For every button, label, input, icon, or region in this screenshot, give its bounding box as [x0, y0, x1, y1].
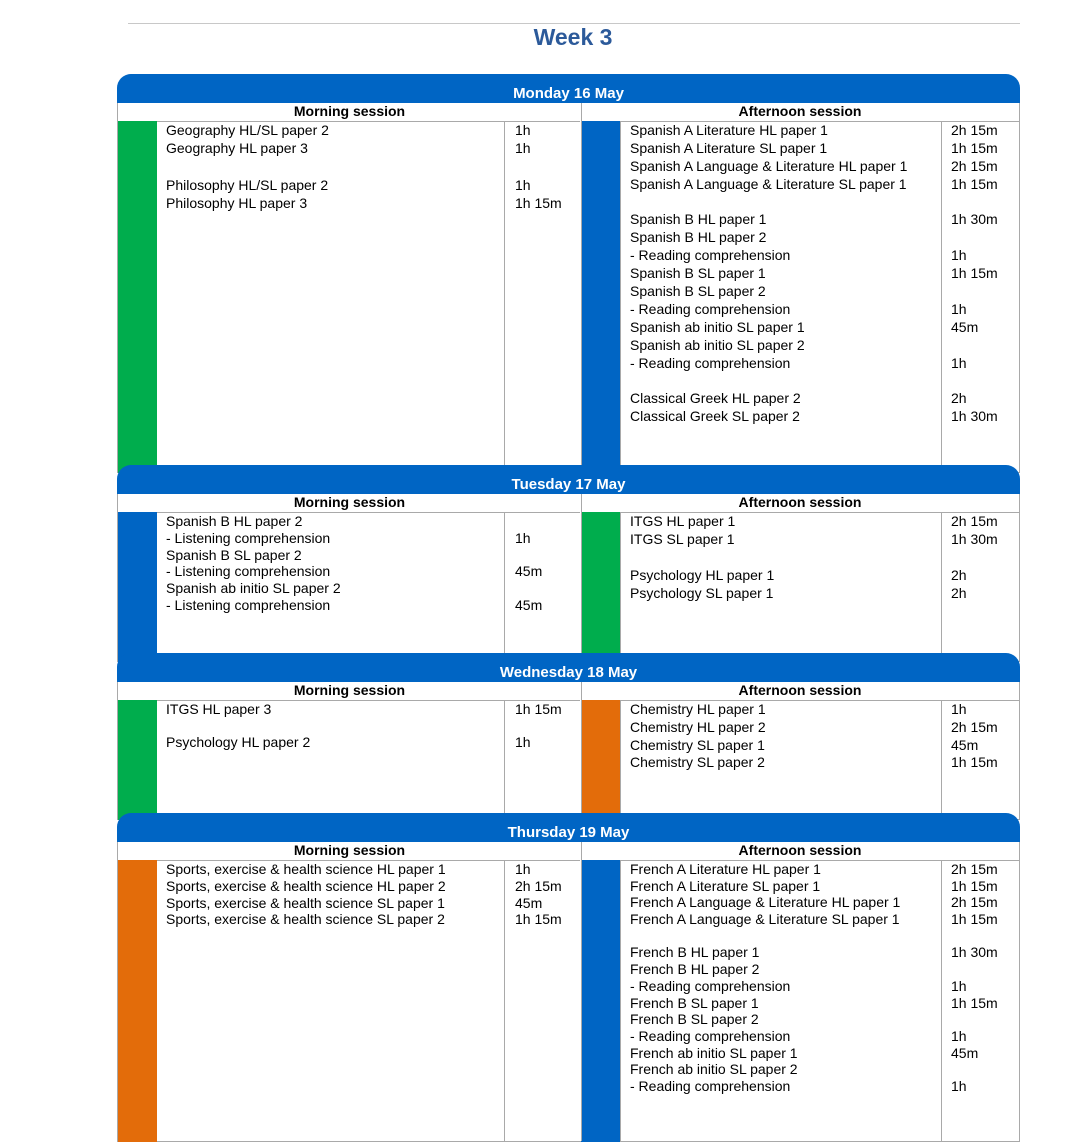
exam-duration	[951, 336, 998, 354]
exam-subject: French ab initio SL paper 1	[630, 1044, 798, 1061]
exam-duration: 2h 15m	[951, 718, 998, 735]
afternoon-color-bar	[581, 512, 620, 662]
exam-duration: 1h 30m	[951, 408, 998, 425]
exam-duration: 1h 15m	[515, 911, 562, 928]
afternoon-subjects	[630, 512, 774, 602]
exam-subject: French A Literature HL paper 1	[630, 861, 821, 877]
exam-subject: Philosophy HL/SL paper 2	[166, 176, 329, 193]
morning-color-bar	[118, 700, 157, 820]
exam-duration: 1h	[515, 861, 531, 877]
exam-subject: Chemistry SL paper 2	[630, 754, 765, 771]
exam-duration: 2h	[951, 585, 967, 601]
exam-duration	[515, 157, 562, 175]
exam-duration	[951, 1010, 998, 1027]
divider	[504, 512, 505, 661]
exam-subject: French ab initio SL paper 2	[630, 1061, 798, 1078]
exam-duration: 1h 30m	[951, 531, 998, 547]
exam-subject: French B SL paper 2	[630, 1011, 759, 1028]
divider	[504, 860, 505, 1141]
exam-subject	[630, 548, 774, 566]
exam-subject: - Reading comprehension	[630, 247, 791, 264]
day-block	[117, 74, 1020, 473]
day-body	[117, 682, 1020, 820]
morning-subjects	[166, 860, 446, 927]
exam-subject: - Listening comprehension	[166, 529, 331, 546]
exam-duration	[951, 1060, 998, 1077]
exam-duration: 45m	[515, 596, 543, 613]
afternoon-durations	[951, 121, 998, 425]
exam-duration: 1h	[515, 176, 531, 193]
exam-duration	[515, 546, 542, 563]
exam-subject: Sports, exercise & health science SL paper 1	[166, 894, 445, 911]
afternoon-color-bar	[581, 700, 620, 820]
divider	[941, 860, 942, 1141]
morning-subjects	[166, 512, 341, 613]
exam-duration: 1h 15m	[951, 139, 998, 156]
exam-duration	[951, 960, 998, 977]
exam-subject: Sports, exercise & health science HL paper 1	[166, 861, 446, 877]
exam-duration: 1h 15m	[515, 701, 562, 717]
afternoon-session-heading: Afternoon session	[738, 842, 862, 858]
morning-subjects	[166, 121, 329, 212]
exam-duration: 2h 15m	[951, 157, 998, 174]
exam-duration: 2h	[951, 567, 967, 583]
exam-duration: 45m	[951, 736, 979, 753]
exam-duration	[515, 717, 562, 734]
morning-durations	[515, 860, 562, 927]
exam-duration: 1h 15m	[951, 175, 998, 192]
morning-session-heading: Morning session	[293, 682, 406, 698]
exam-duration: 1h	[515, 529, 531, 546]
exam-subject: French A Literature SL paper 1	[630, 877, 821, 894]
exam-subject: Spanish B HL paper 2	[166, 513, 303, 529]
afternoon-durations	[951, 860, 998, 1094]
exam-subject: - Listening comprehension	[166, 596, 331, 613]
afternoon-subjects	[630, 860, 900, 1094]
divider	[941, 512, 942, 661]
exam-duration: 1h	[951, 701, 967, 717]
exam-duration: 2h	[951, 390, 967, 407]
exam-subject: Spanish A Language & Literature SL paper 1	[630, 175, 907, 192]
exam-duration: 1h	[951, 354, 967, 371]
exam-duration	[515, 512, 542, 529]
exam-duration: 1h 15m	[515, 194, 562, 211]
exam-duration: 1h 15m	[951, 265, 998, 282]
day-header: Thursday 19 May	[117, 813, 1020, 842]
divider	[581, 842, 582, 1141]
exam-duration	[951, 228, 998, 246]
exam-subject	[630, 193, 907, 211]
divider	[941, 700, 942, 819]
exam-subject	[630, 371, 907, 389]
exam-subject: French B HL paper 2	[630, 961, 760, 978]
exam-duration: 2h 15m	[951, 513, 998, 529]
exam-subject: Philosophy HL paper 3	[166, 194, 308, 211]
exam-subject: Spanish ab initio SL paper 2	[630, 336, 805, 353]
exam-subject: - Reading comprehension	[630, 1077, 791, 1094]
divider	[620, 512, 621, 661]
exam-duration: 1h 15m	[951, 994, 998, 1011]
exam-subject: French A Language & Literature SL paper 1	[630, 911, 900, 928]
exam-duration: 1h	[951, 247, 967, 264]
exam-duration: 1h	[951, 1027, 967, 1044]
exam-subject: Spanish A Literature HL paper 1	[630, 122, 828, 138]
exam-subject: Chemistry HL paper 1	[630, 701, 766, 717]
exam-duration: 1h 15m	[951, 877, 998, 894]
exam-duration: 45m	[515, 563, 543, 580]
day-block	[117, 465, 1020, 662]
afternoon-durations	[951, 512, 998, 602]
exam-subject: Spanish ab initio SL paper 2	[166, 580, 341, 597]
divider	[620, 860, 621, 1141]
exam-duration	[515, 579, 542, 596]
day-block	[117, 653, 1020, 820]
exam-subject: Classical Greek SL paper 2	[630, 408, 800, 425]
morning-durations	[515, 512, 542, 613]
day-block	[117, 813, 1020, 1142]
exam-subject: - Reading comprehension	[630, 300, 791, 317]
exam-subject: Spanish ab initio SL paper 1	[630, 318, 805, 335]
exam-duration: 1h 15m	[951, 911, 998, 928]
morning-durations	[515, 700, 562, 750]
afternoon-color-bar	[581, 121, 620, 473]
exam-subject: Psychology HL paper 2	[166, 734, 311, 750]
exam-duration: 1h	[951, 977, 967, 994]
day-header: Wednesday 18 May	[117, 653, 1020, 682]
exam-subject	[166, 717, 310, 734]
divider	[620, 700, 621, 819]
afternoon-session-heading: Afternoon session	[738, 103, 862, 119]
afternoon-session-heading: Afternoon session	[738, 494, 862, 510]
exam-duration: 1h	[515, 122, 531, 138]
exam-duration	[951, 371, 998, 389]
day-body	[117, 842, 1020, 1142]
morning-color-bar	[118, 860, 157, 1142]
divider	[581, 682, 582, 819]
exam-duration: 1h	[951, 1077, 967, 1094]
exam-subject: ITGS SL paper 1	[630, 531, 735, 547]
exam-subject: Sports, exercise & health science SL paper 2	[166, 911, 445, 928]
afternoon-durations	[951, 700, 998, 771]
morning-color-bar	[118, 512, 157, 662]
divider	[581, 494, 582, 661]
exam-duration: 2h 15m	[951, 122, 998, 138]
morning-color-bar	[118, 121, 157, 473]
day-header: Monday 16 May	[117, 74, 1020, 103]
exam-subject	[630, 927, 900, 944]
exam-duration	[951, 548, 998, 566]
divider	[620, 121, 621, 472]
exam-subject: Classical Greek HL paper 2	[630, 390, 801, 407]
divider	[504, 121, 505, 472]
exam-subject: - Listening comprehension	[166, 563, 331, 580]
exam-subject: - Reading comprehension	[630, 1027, 791, 1044]
exam-duration: 1h	[515, 140, 531, 157]
divider	[504, 700, 505, 819]
exam-subject: Chemistry SL paper 1	[630, 736, 765, 753]
exam-subject: Spanish A Literature SL paper 1	[630, 139, 828, 156]
exam-subject: French B HL paper 1	[630, 944, 760, 961]
exam-subject: Sports, exercise & health science HL paper 2	[166, 877, 446, 894]
exam-duration: 2h 15m	[515, 877, 562, 894]
morning-session-heading: Morning session	[293, 842, 406, 858]
day-header: Tuesday 17 May	[117, 465, 1020, 494]
exam-subject: Psychology HL paper 1	[630, 567, 775, 583]
exam-duration: 45m	[951, 1044, 979, 1061]
exam-subject: Geography HL paper 3	[166, 140, 308, 157]
exam-duration: 1h	[515, 734, 531, 750]
exam-subject: Spanish B SL paper 2	[630, 283, 766, 300]
page-title: Week 3	[533, 24, 613, 50]
exam-duration: 2h 15m	[951, 861, 998, 877]
afternoon-subjects	[630, 121, 907, 425]
exam-subject	[166, 157, 329, 175]
afternoon-color-bar	[581, 860, 620, 1142]
exam-subject: Spanish B SL paper 1	[630, 265, 766, 282]
exam-duration: 2h 15m	[951, 894, 998, 911]
morning-session-heading: Morning session	[293, 103, 406, 119]
exam-subject: Spanish B HL paper 2	[630, 229, 767, 246]
exam-subject: ITGS HL paper 3	[166, 701, 272, 717]
exam-duration: 1h 30m	[951, 944, 998, 961]
afternoon-subjects	[630, 700, 766, 771]
afternoon-session-heading: Afternoon session	[738, 682, 862, 698]
exam-subject: Psychology SL paper 1	[630, 585, 774, 601]
exam-duration: 1h 15m	[951, 754, 998, 771]
exam-duration	[951, 927, 998, 944]
exam-duration	[951, 193, 998, 211]
morning-session-heading: Morning session	[293, 494, 406, 510]
exam-subject: Spanish B HL paper 1	[630, 211, 767, 228]
exam-duration: 45m	[951, 318, 979, 335]
day-body	[117, 103, 1020, 473]
exam-subject: French A Language & Literature HL paper 1	[630, 894, 901, 911]
divider	[941, 121, 942, 472]
exam-subject: - Reading comprehension	[630, 977, 791, 994]
exam-subject: Chemistry HL paper 2	[630, 718, 766, 735]
divider	[581, 103, 582, 472]
exam-duration: 1h	[951, 300, 967, 317]
exam-subject: Spanish A Language & Literature HL paper 1	[630, 157, 908, 174]
exam-subject: - Reading comprehension	[630, 354, 791, 371]
exam-duration: 1h 30m	[951, 211, 998, 228]
day-body	[117, 494, 1020, 662]
exam-subject: ITGS HL paper 1	[630, 513, 736, 529]
exam-subject: Geography HL/SL paper 2	[166, 122, 329, 138]
exam-duration	[951, 282, 998, 300]
exam-duration: 45m	[515, 894, 543, 911]
exam-subject: Spanish B SL paper 2	[166, 546, 302, 563]
exam-subject: French B SL paper 1	[630, 994, 759, 1011]
morning-durations	[515, 121, 562, 212]
morning-subjects	[166, 700, 310, 750]
